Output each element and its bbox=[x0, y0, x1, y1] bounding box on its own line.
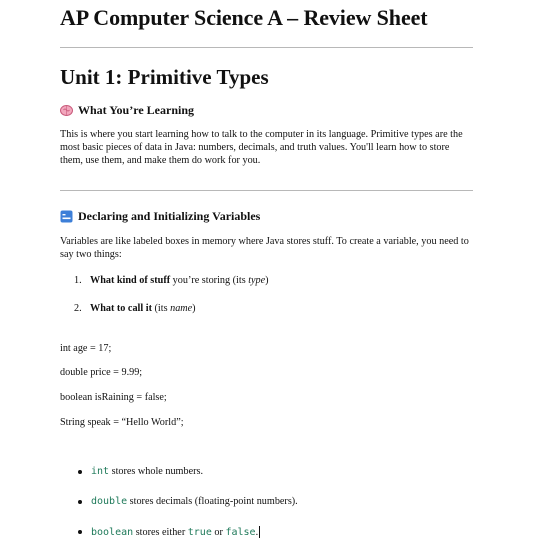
section-heading-variables bbox=[60, 209, 260, 224]
bullet-dot bbox=[78, 530, 82, 534]
bullet-text: stores decimals (floating-point numbers). bbox=[127, 496, 298, 507]
item-bold: What to call it bbox=[90, 303, 152, 314]
code-keyword: false bbox=[225, 526, 256, 538]
abc-input-icon bbox=[60, 210, 73, 223]
code-keyword: int bbox=[91, 466, 110, 477]
learning-paragraph: This is where you start learning how to talk to the computer in its language. Primitive types are the most basic pieces of data in Java: numbers, decimals, and truth values. You'll learn how to store them, use them, and make them do work for you. bbox=[60, 129, 463, 166]
numbered-item bbox=[74, 303, 196, 314]
item-bold: What kind of stuff bbox=[90, 275, 171, 286]
document-title: AP Computer Science A – Review Sheet bbox=[60, 5, 428, 30]
item-italic: type bbox=[248, 275, 266, 286]
horizontal-divider bbox=[60, 190, 473, 191]
bullet-text: or bbox=[211, 526, 226, 538]
section-heading-learning bbox=[60, 103, 194, 118]
section-heading-variables-label: Declaring and Initializing Variables bbox=[78, 209, 261, 223]
bullet-text: . bbox=[255, 526, 259, 538]
item-end: ) bbox=[192, 303, 196, 314]
section-heading-learning-label: What You’re Learning bbox=[78, 103, 195, 117]
item-number: 2. bbox=[74, 303, 82, 314]
list-item bbox=[78, 496, 298, 507]
text-cursor[interactable] bbox=[259, 526, 260, 538]
code-line: String speak = “Hello World”; bbox=[60, 417, 184, 428]
variables-paragraph: Variables are like labeled boxes in memory where Java stores stuff. To create a variable, you need to say two things: bbox=[60, 236, 469, 260]
bullet-dot bbox=[78, 500, 82, 504]
code-keyword: double bbox=[91, 496, 128, 507]
unit-title: Unit 1: Primitive Types bbox=[60, 65, 269, 89]
list-item bbox=[78, 526, 260, 538]
item-text: (its bbox=[151, 303, 171, 314]
horizontal-divider bbox=[60, 47, 473, 48]
bullet-text: stores either bbox=[133, 526, 188, 538]
item-text: you’re storing (its bbox=[170, 275, 249, 286]
item-end: ) bbox=[265, 275, 269, 286]
code-keyword: true bbox=[187, 526, 212, 538]
code-line: int age = 17; bbox=[60, 343, 112, 354]
numbered-item bbox=[74, 275, 269, 286]
code-line: double price = 9.99; bbox=[60, 367, 143, 378]
list-item bbox=[78, 466, 203, 477]
item-italic: name bbox=[170, 303, 193, 314]
brain-icon bbox=[60, 104, 73, 117]
code-line: boolean isRaining = false; bbox=[60, 392, 167, 403]
code-keyword: boolean bbox=[91, 526, 134, 538]
item-number: 1. bbox=[74, 275, 82, 286]
bullet-text: stores whole numbers. bbox=[109, 466, 203, 477]
bullet-dot bbox=[78, 470, 82, 474]
